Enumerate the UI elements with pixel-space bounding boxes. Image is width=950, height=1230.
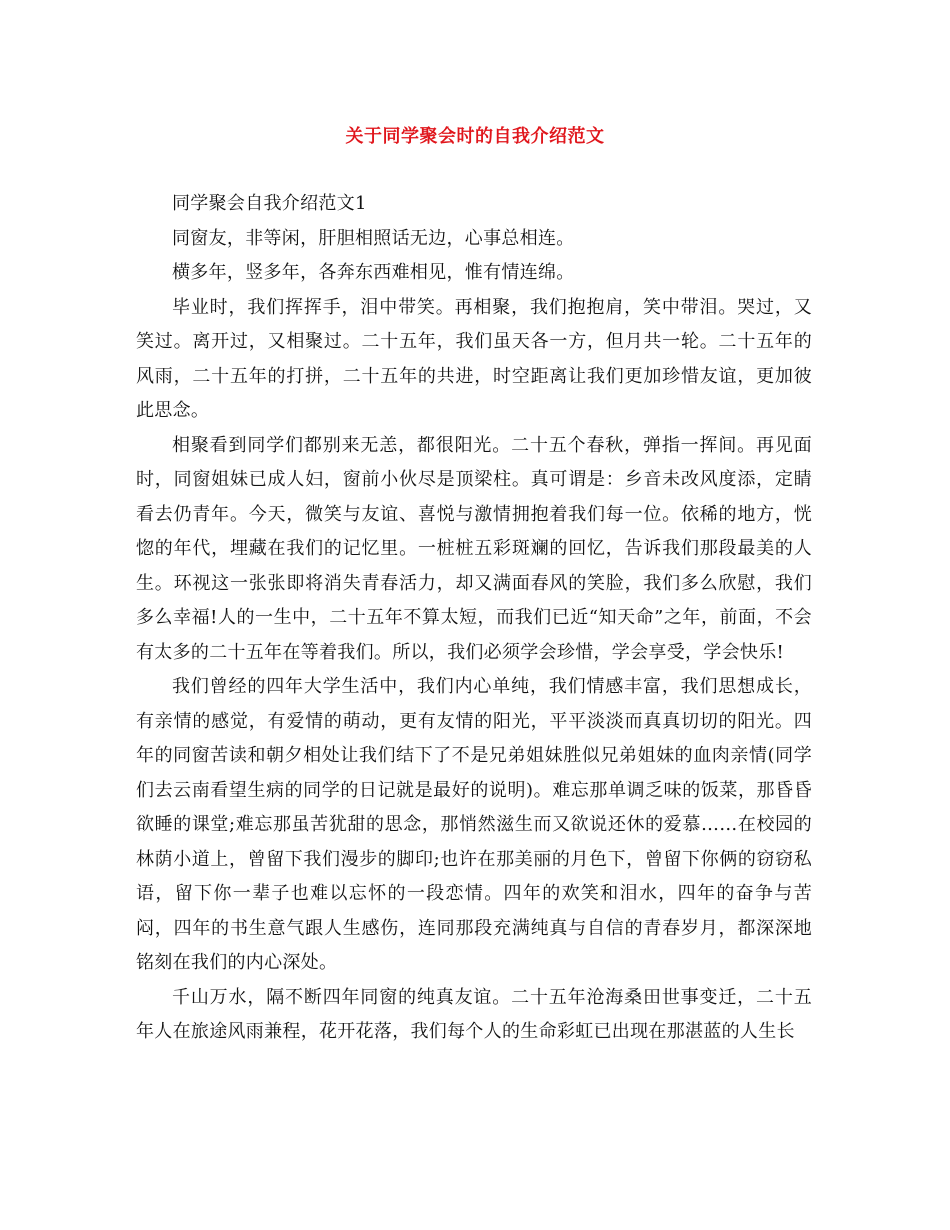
- paragraph-reunion: 相聚看到同学们都别来无恙，都很阳光。二十五个春秋，弹指一挥间。再见面时，同窗姐妹已成人妇，窗前小伙尽是顶梁柱。真可谓是：乡音未改风度添，定睛看去仍青年。今天，微笑与友谊、喜悦与激情拥抱着我们每一位。依稀的地方，恍惚的年代，埋藏在我们的记忆里。一桩桩五彩斑斓的回忆，告诉我们那段最美的人生。环视这一张张即将消失青春活力，却又满面春风的笑脸，我们多么欣慰，我们多么幸福!人的一生中，二十五年不算太短，而我们已近“知天命”之年，前面，不会有太多的二十五年在等着我们。所以，我们必须学会珍惜，学会享受，学会快乐!: [136, 434, 812, 663]
- paragraph-friendship: 千山万水，隔不断四年同窗的纯真友谊。二十五年沧海桑田世事变迁，二十五年人在旅途风雨兼程，花开花落，我们每个人的生命彩虹已出现在那湛蓝的人生长: [136, 986, 812, 1042]
- paragraph-university-life: 我们曾经的四年大学生活中，我们内心单纯，我们情感丰富，我们思想成长，有亲情的感觉，有爱情的萌动，更有友情的阳光，平平淡淡而真真切切的阳光。四年的同窗苦读和朝夕相处让我们结下了不是兄弟姐妹胜似兄弟姐妹的血肉亲情(同学们去云南看望生病的同学的日记就是最好的说明)。难忘那单调乏味的饭菜，那昏昏欲睡的课堂;难忘那虽苦犹甜的思念，那悄然滋生而又欲说还休的爱慕……在校园的林荫小道上，曾留下我们漫步的脚印;也许在那美丽的月色下，曾留下你俩的窃窃私语，留下你一辈子也难以忘怀的一段恋情。四年的欢笑和泪水，四年的奋争与苦闷，四年的书生意气跟人生感伤，连同那段充满纯真与自信的青春岁月，都深深地铭刻在我们的内心深处。: [136, 676, 812, 973]
- document-body: [136, 187, 812, 1050]
- paragraph-verse-2: 横多年，竖多年，各奔东西难相见，惟有情连绵。: [172, 262, 575, 283]
- paragraph-graduation: 毕业时，我们挥挥手，泪中带笑。再相聚，我们抱抱肩，笑中带泪。哭过，又笑过。离开过，又相聚过。二十五年，我们虽天各一方，但月共一轮。二十五年的风雨，二十五年的打拼，二十五年的共进，时空距离让我们更加珍惜友谊，更加彼此思念。: [136, 296, 812, 421]
- paragraph-verse-1: 同窗友，非等闲，肝胆相照话无边，心事总相连。: [172, 227, 575, 249]
- paragraph-heading: 同学聚会自我介绍范文1: [172, 193, 367, 214]
- document-title: 关于同学聚会时的自我介绍范文: [345, 126, 605, 147]
